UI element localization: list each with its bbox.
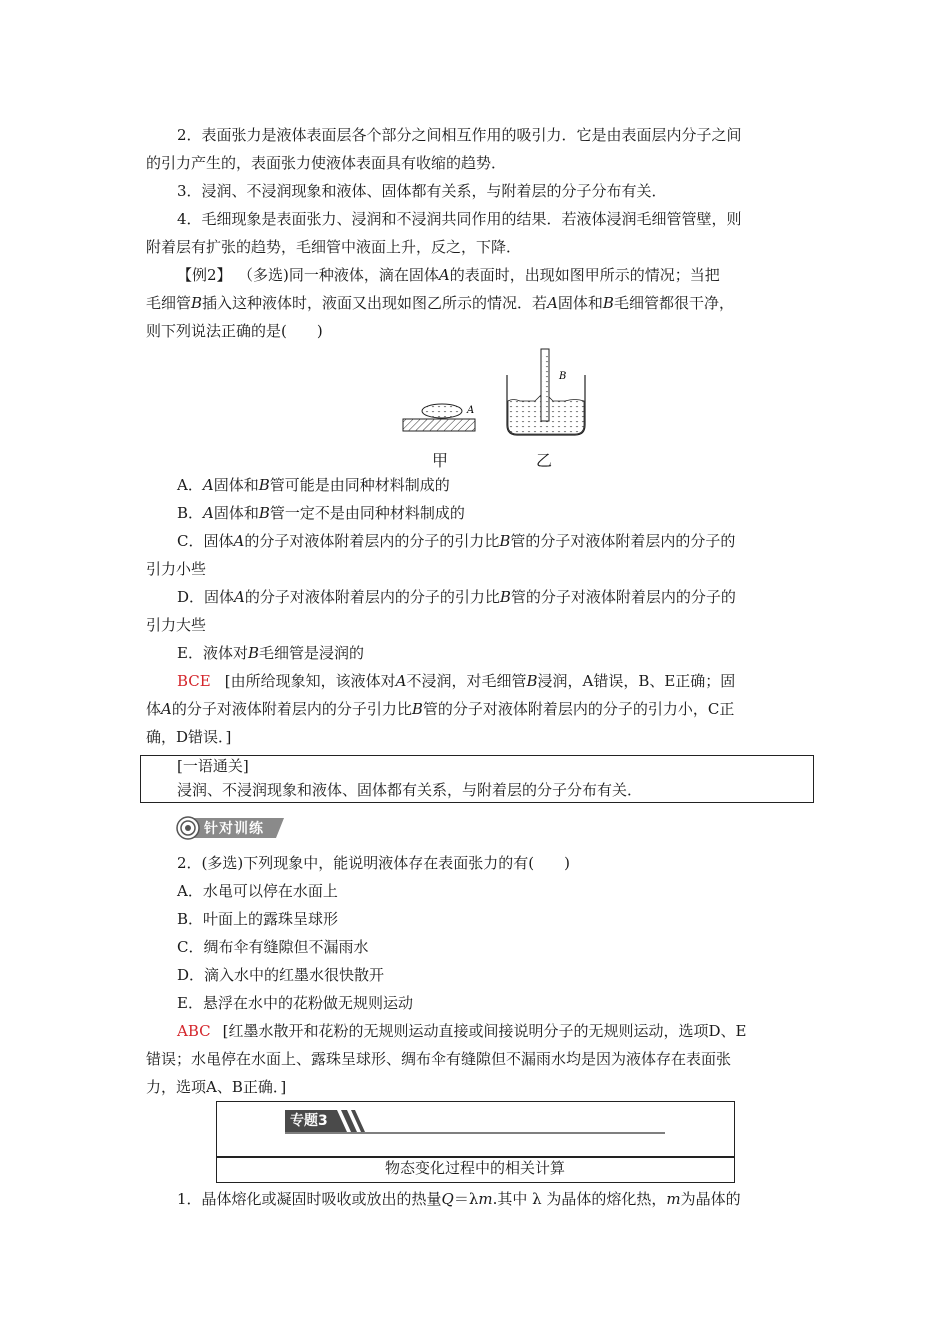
var-B: B [247, 644, 259, 662]
option-b [177, 503, 465, 523]
option-d-line-1 [177, 587, 736, 607]
option-text: 固体和 [213, 476, 259, 494]
var-m: m [478, 1190, 493, 1208]
q2-option-d: D．滴入水中的红墨水很快散开 [177, 966, 385, 984]
var-A: A [203, 504, 214, 522]
var-B: B [499, 588, 511, 606]
answer-text: 的分子对液体附着层内的分子引力比 [171, 700, 412, 718]
training-badge-label: 针对训练 [204, 821, 264, 837]
example-2-line-2 [146, 293, 734, 313]
example-2-line-3: 则下列说法正确的是( ) [146, 322, 323, 340]
var-A: A [234, 588, 245, 606]
var-B: B [499, 532, 511, 550]
var-A: A [233, 532, 245, 550]
var-A: A [161, 700, 172, 718]
option-text: 的分子对液体附着层内的分子的引力比 [244, 532, 500, 550]
q2-option-b: B．叶面上的露珠呈球形 [177, 910, 339, 928]
var-Q: Q [441, 1190, 454, 1208]
text: .其中 λ 为晶体的熔化热， [492, 1190, 667, 1208]
option-d-line-2: 引力大些 [146, 616, 207, 634]
training-badge [172, 814, 292, 842]
paragraph-3: 3．浸润、不浸润现象和液体、固体都有关系，与附着层的分子分布有关． [177, 182, 667, 200]
q2-option-c: C．绸布伞有缝隙但不漏雨水 [177, 938, 369, 956]
topic-badge-label: 专题3 [290, 1113, 328, 1129]
answer-text: 不浸润，对毛细管 [406, 672, 527, 690]
answer-1-line-1 [177, 671, 735, 691]
paragraph-4-line-2: 附着层有扩张的趋势，毛细管中液面上升，反之，下降． [146, 238, 522, 256]
example-text: 毛细管都很干净， [613, 294, 734, 312]
option-text: 管的分子对液体附着层内的分子的 [510, 532, 736, 550]
option-text: B． [177, 504, 204, 522]
text: 1．晶体熔化或凝固时吸收或放出的热量 [177, 1190, 442, 1208]
answer-key: BCE [177, 672, 211, 690]
question-2-stem: 2．(多选)下列现象中，能说明液体存在表面张力的有( ) [177, 854, 570, 872]
option-text: 固体和 [213, 504, 259, 522]
topic-title [0, 1158, 950, 1178]
summary-title: [一语通关] [177, 757, 249, 775]
caption-jia: 甲 [432, 451, 449, 470]
answer-text: [由所给现象知，该液体对 [224, 672, 396, 690]
answer-1-line-3: 确，D错误．] [146, 728, 232, 746]
option-text: 管一定不是由同种材料制成的 [269, 504, 465, 522]
answer-2-line-2: 错误；水黾停在水面上、露珠呈球形、绸布伞有缝隙但不漏雨水均是因为液体存在表面张 [146, 1050, 732, 1068]
option-text: 毛细管是浸润的 [258, 644, 364, 662]
option-text: 管的分子对液体附着层内的分子的 [510, 588, 736, 606]
paragraph-4-line-1: 4．毛细现象是表面张力、浸润和不浸润共同作用的结果．若液体浸润毛细管管壁，则 [177, 210, 742, 228]
answer-text: 体 [146, 700, 162, 718]
label-A: A [467, 405, 475, 416]
answer-text: 管的分子对液体附着层内的分子的引力小，C正 [422, 700, 735, 718]
var-m: m [666, 1190, 681, 1208]
text: 为晶体的 [680, 1190, 741, 1208]
option-text: 的分子对液体附着层内的分子的引力比 [244, 588, 500, 606]
option-c-line-2: 引力小些 [146, 560, 207, 578]
summary-text: 浸润、不浸润现象和液体、固体都有关系，与附着层的分子分布有关． [177, 781, 643, 799]
answer-text: [红墨水散开和花粉的无规则运动直接或间接说明分子的无规则运动，选项D、E [222, 1022, 747, 1040]
var-A: A [395, 672, 407, 690]
example-text: 的表面时，出现如图甲所示的情况；当把 [449, 266, 720, 284]
answer-1-line-2 [146, 699, 734, 719]
topic-badge-shape [285, 1110, 665, 1136]
var-B: B [411, 700, 423, 718]
option-c-line-1 [177, 531, 735, 551]
example-text: 插入这种液体时，液面又出现如图乙所示的情况．若 [202, 294, 548, 312]
caption-yi: 乙 [536, 451, 553, 470]
q2-option-e: E．悬浮在水中的花粉做无规则运动 [177, 994, 413, 1012]
option-text: C．固体 [177, 532, 234, 550]
example-2-line-1 [177, 265, 720, 285]
var-A: A [438, 266, 450, 284]
example-text: （多选)同一种液体，滴在固体 [245, 266, 439, 284]
topic-title-text: 物态变化过程中的相关计算 [384, 1159, 565, 1177]
example-tag: 【例2】 [177, 266, 232, 284]
answer-key: ABC [177, 1022, 211, 1040]
example-text: 毛细管 [146, 294, 192, 312]
var-A: A [547, 294, 558, 312]
last-line [177, 1189, 741, 1209]
option-e [177, 643, 364, 663]
option-text: 管可能是由同种材料制成的 [269, 476, 450, 494]
var-B: B [602, 294, 614, 312]
var-B: B [526, 672, 538, 690]
label-B: B [559, 371, 567, 382]
figure-diagram [395, 345, 595, 445]
var-A: A [202, 476, 214, 494]
var-B: B [191, 294, 203, 312]
answer-2-line-3: 力，选项A、B正确．] [146, 1078, 287, 1096]
option-text: E．液体对 [177, 644, 248, 662]
capillary-liquid [542, 355, 548, 421]
droplet [422, 404, 462, 418]
option-a [177, 475, 450, 495]
answer-text: 浸润，A错误，B、E正确；固 [537, 672, 736, 690]
q2-option-a: A．水黾可以停在水面上 [177, 882, 338, 900]
var-B: B [258, 476, 270, 494]
option-text: D．固体 [177, 588, 235, 606]
solid-plate [403, 419, 475, 431]
example-text: 固体和 [557, 294, 603, 312]
answer-2-line-1 [177, 1021, 746, 1041]
paragraph-2-line-2: 的引力产生的，表面张力使液体表面具有收缩的趋势． [146, 154, 507, 172]
option-text: A． [177, 476, 203, 494]
text: ＝λ [453, 1190, 479, 1208]
paragraph-2-line-1: 2．表面张力是液体表面层各个部分之间相互作用的吸引力．它是由表面层内分子之间 [177, 126, 742, 144]
var-B: B [258, 504, 270, 522]
